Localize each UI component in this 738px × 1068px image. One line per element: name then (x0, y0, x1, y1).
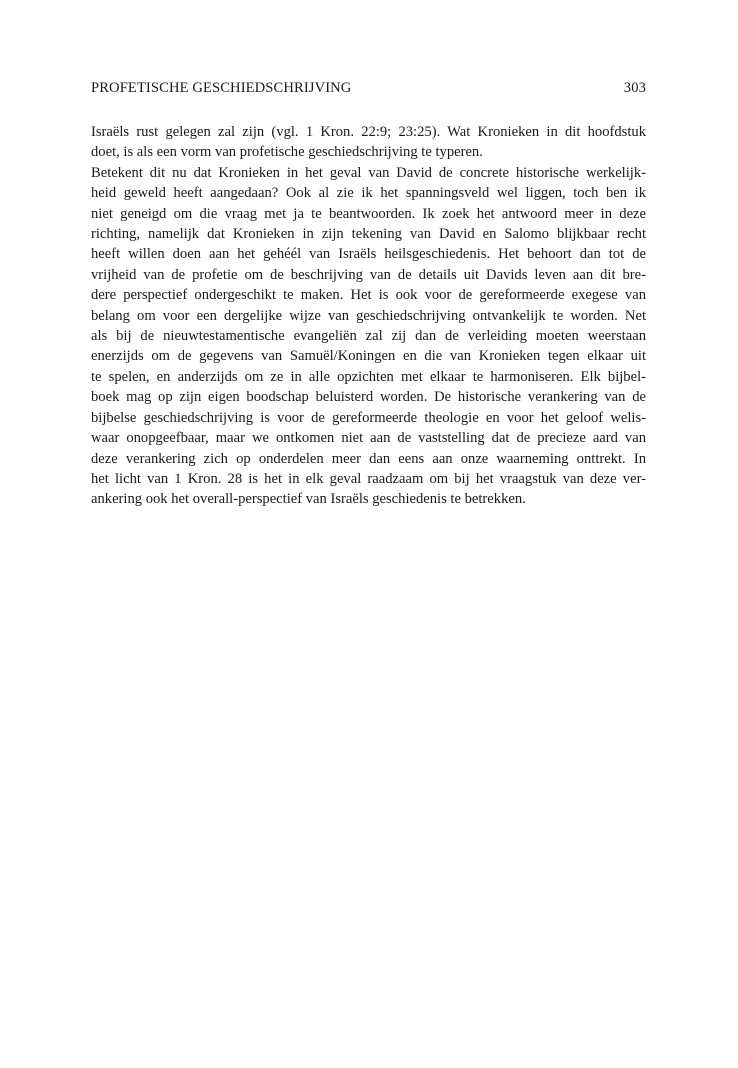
text-line: deze verankering zich op onderdelen meer dan eens aan onze waarneming onttrekt. In (91, 450, 646, 467)
text-line: Israëls rust gelegen zal zijn (vgl. 1 Kron. 22:9; 23:25). Wat Kronieken in dit hoofdstuk (91, 124, 646, 140)
paragraph-1 (91, 122, 646, 163)
running-head (91, 78, 646, 98)
text-line: heeft willen doen aan het gehéél van Israëls heilsgeschiedenis. Het behoort dan tot de (91, 246, 646, 263)
text-line: bijbelse geschiedschrijving is voor de gereformeerde theologie en voor het geloof welis- (91, 409, 646, 426)
body-text (91, 122, 646, 510)
text-line: vrijheid van de profetie om de beschrijving van de details uit Davids leven aan dit bre- (91, 266, 646, 283)
text-line: heid geweld heeft aangedaan? Ook al zie ik het spanningsveld wel liggen, toch ben ik (91, 185, 646, 202)
paragraph-2 (91, 163, 646, 510)
text-line: dere perspectief ondergeschikt te maken. Het is ook voor de gereformeerde exegese van (91, 287, 646, 304)
text-line: belang om voor een dergelijke wijze van geschiedschrijving ontvankelijk te worden. Net (91, 307, 646, 324)
running-title: PROFETISCHE GESCHIEDSCHRIJVING (91, 80, 352, 96)
text-line: enerzijds om de gegevens van Samuël/Koningen en die van Kronieken tegen elkaar uit (91, 348, 646, 365)
text-line: het licht van 1 Kron. 28 is het in elk geval raadzaam om bij het vraagstuk van deze ver- (91, 470, 646, 487)
text-line: boek mag op zijn eigen boodschap beluisterd worden. De historische verankering van de (91, 389, 646, 406)
text-line: richting, namelijk dat Kronieken in zijn tekening van David en Salomo blijkbaar recht (91, 226, 646, 243)
text-line: te spelen, en anderzijds om ze in alle opzichten met elkaar te harmoniseren. Elk bijbel- (91, 368, 646, 385)
text-line: doet, is als een vorm van profetische geschiedschrijving te typeren. (91, 144, 483, 161)
text-line: Betekent dit nu dat Kronieken in het geval van David de concrete historische werkelijk- (91, 164, 646, 181)
text-line: ankering ook het overall-perspectief van Israëls geschiedenis te betrekken. (91, 491, 526, 508)
page (91, 78, 646, 510)
text-line: als bij de nieuwtestamentische evangeliën zal zij dan de verleiding moeten weerstaan (91, 328, 646, 345)
text-line: niet geneigd om die vraag met ja te beantwoorden. Ik zoek het antwoord meer in deze (91, 205, 646, 222)
page-number: 303 (623, 80, 646, 96)
text-line: waar onopgeefbaar, maar we ontkomen niet aan de vaststelling dat de precieze aard van (91, 430, 646, 447)
